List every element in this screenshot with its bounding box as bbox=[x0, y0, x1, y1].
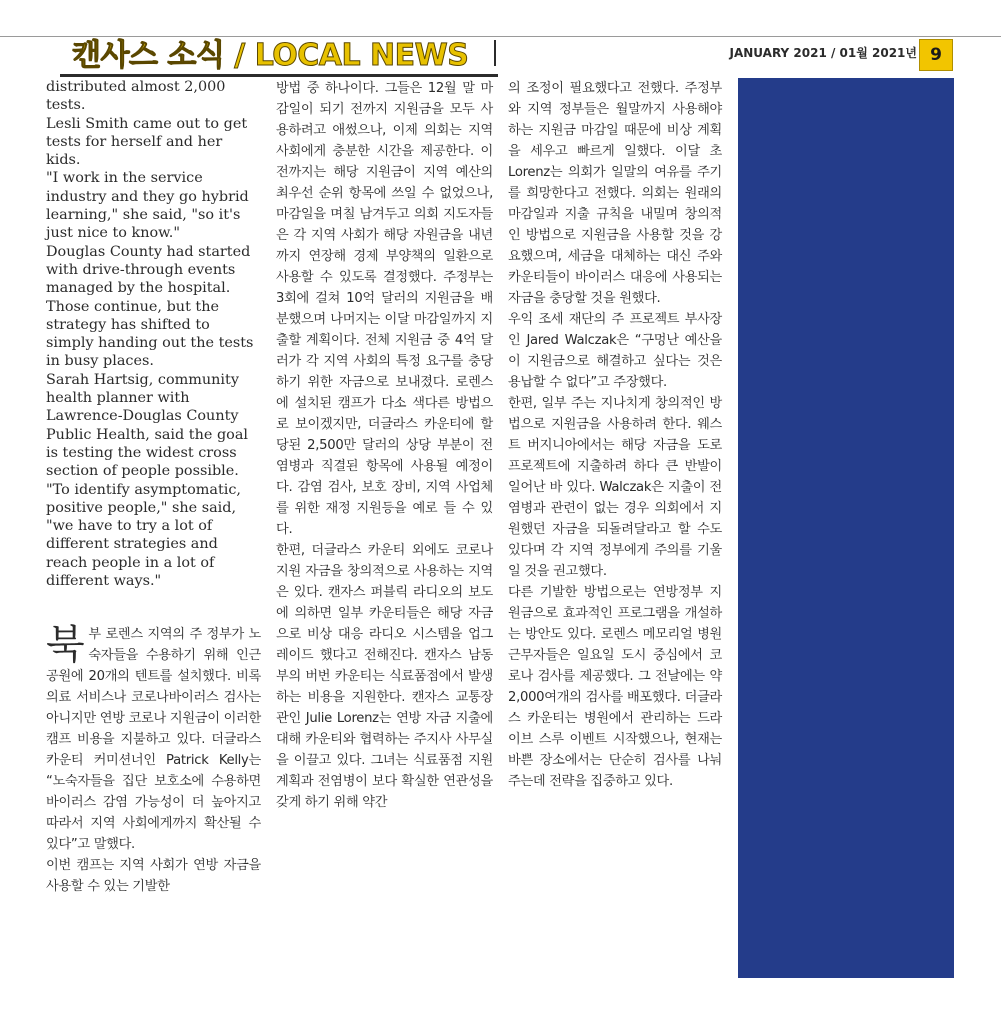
english-paragraph: Sarah Hartsig, community health planner with Lawrence-Douglas County Public Health, said the goal is testing the widest cross section of people possible. bbox=[46, 371, 249, 480]
korean-paragraph: 이번 캠프는 지역 사회가 연방 자금을 사용할 수 있는 기발한 bbox=[46, 858, 261, 895]
masthead-underline bbox=[60, 74, 498, 77]
english-paragraph: distributed almost 2,000 tests. bbox=[46, 79, 226, 114]
korean-paragraph: 한편, 일부 주는 지나치게 창의적인 방법으로 지원금을 사용하려 한다. 웨스트 버지니아에서는 해당 자금을 도로 프로젝트에 지출하려 하다 큰 반발이 일어난 바 있다. Walczak은 지출이 전염병과 관련이 없는 경우 의회에서 지원했던 자금을 되돌려달라고 할 수도 있다며 각 지역 정부에게 주의를 기울일 것을 권고했다. bbox=[508, 396, 722, 579]
section-masthead: 캔사스 소식 / LOCAL NEWS bbox=[72, 38, 469, 73]
korean-paragraph: 우익 조세 재단의 주 프로젝트 부사장인 Jared Walczak은 “구멍난 예산을 이 지원금으로 해결하고 싶다는 것은 용납할 수 없다”고 주장했다. bbox=[508, 312, 722, 390]
page-number-badge: 9 bbox=[919, 39, 953, 71]
korean-lead-paragraph bbox=[46, 624, 261, 855]
english-paragraph: "I work in the service industry and they go hybrid learning," she said, "so it's just nice to know." bbox=[46, 170, 249, 242]
english-paragraph: "To identify asymptomatic, positive people," she said, "we have to try a lot of different strategies and reach people in a lot of different ways." bbox=[46, 481, 241, 590]
article-column-1 bbox=[46, 78, 261, 897]
header-divider bbox=[494, 40, 496, 66]
korean-paragraph: 다른 기발한 방법으로는 연방정부 지원금으로 효과적인 프로그램을 개설하는 방안도 있다. 로렌스 메모리얼 병원 근무자들은 일요일 도시 중심에서 코로나 검사를 제공했다. 그 전날에는 약 2,000여개의 검사를 배포했다. 더글라스 카운티는 병원에서 관리하는 드라이브 스루 이벤트 시작했으나, 현재는 바쁜 장소에서는 단순히 검사를 나눠주는데 전략을 집중하고 있다. bbox=[508, 585, 722, 789]
drop-cap: 북 bbox=[46, 622, 85, 669]
lead-paragraph-text: 부 로렌스 지역의 주 정부가 노숙자들을 수용하기 위해 인근 공원에 20개의 텐트를 설치했다. 비록 의료 서비스나 코로나바이러스 검사는 아니지만 연방 코로나 지원금이 이러한 캠프 비용을 지불하고 있다. 더글라스 카운티 커미션너인 Patrick Kelly는 “노숙자들을 집단 보호소에 수용하면 바이러스 감염 가능성이 더 높아지고 따라서 지역 사회에게까지 확산될 수 있다”고 말했다. bbox=[46, 627, 261, 853]
korean-paragraph: 한편, 더글라스 카운티 외에도 코로나 지원 자금을 창의적으로 사용하는 지역은 있다. 캔자스 퍼블릭 라디오의 보도에 의하면 일부 카운티들은 해당 자금으로 비상 대응 라디오 시스템을 업그레이드 했다고 전해진다. 캔자스 남동부의 버번 카운티는 식료품점에서 발생하는 비용을 지원한다. 캔자스 교통장관인 Julie Lorenz는 연방 자금 지출에 대해 카운티와 협력하는 주지사 사무실을 이끌고 있다. 그녀는 식료품점 지원 계획과 전염병이 보다 확실한 연관성을 갖게 하기 위해 약간 bbox=[276, 543, 493, 810]
english-paragraph: Lesli Smith came out to get tests for herself and her kids. bbox=[46, 115, 248, 169]
article-column-3 bbox=[508, 78, 722, 792]
section-gap bbox=[46, 590, 261, 624]
sidebar-ad-panel bbox=[738, 78, 954, 978]
issue-dateline: JANUARY 2021 / 01월 2021년 bbox=[729, 46, 917, 60]
english-paragraph: Douglas County had started with drive-through events managed by the hospital. Those continue, but the strategy has shifted to simply handing out the tests in busy places. bbox=[46, 243, 254, 370]
korean-paragraph: 방법 중 하나이다. 그들은 12월 말 마감일이 되기 전까지 지원금을 모두 사용하려고 애썼으나, 이제 의회는 지역 사회에게 충분한 시간을 제공한다. 이전까지는 해당 지원금이 지역 예산의 최우선 순위 항목에 쓰일 수 없었으나, 마감일을 며칠 남겨두고 의회 지도자들은 각 지역 사회가 해당 자원금을 내년까지 연장해 경제 부양책의 일환으로 사용할 수 있도록 결정했다. 주정부는 3회에 걸쳐 10억 달러의 지원금을 배분했으며 나머지는 이달 마감일까지 지출할 계획이다. 전체 지원금 중 4억 달러가 각 지역 사회의 특정 요구를 충당하기 위한 자금으로 보내졌다. 로렌스에 설치된 캠프가 다소 색다른 방법으로 보이겠지만, 더글라스 카운티에 할당된 2,500만 달러의 상당 부분이 전염병과 직결된 항목에 사용될 예정이다. 감염 검사, 보호 장비, 지역 사업체를 위한 재정 지원등을 예로 들 수 있다. bbox=[276, 81, 493, 537]
korean-paragraph: 의 조정이 필요했다고 전했다. 주정부와 지역 정부들은 월말까지 사용해야 하는 지원금 마감일 때문에 비상 계획을 세우고 빠르게 일했다. 이달 초 Lorenz는 의회가 일말의 여유를 주기를 희망한다고 전했다. 의회는 원래의 마감일과 지출 규칙을 내밀며 창의적인 방법으로 지원금을 사용할 것을 강요했으며, 세금을 대체하는 대신 주와 카운티들이 바이러스 대응에 사용되는 자금을 충당할 것을 원했다. bbox=[508, 81, 722, 306]
article-column-2 bbox=[276, 78, 493, 813]
